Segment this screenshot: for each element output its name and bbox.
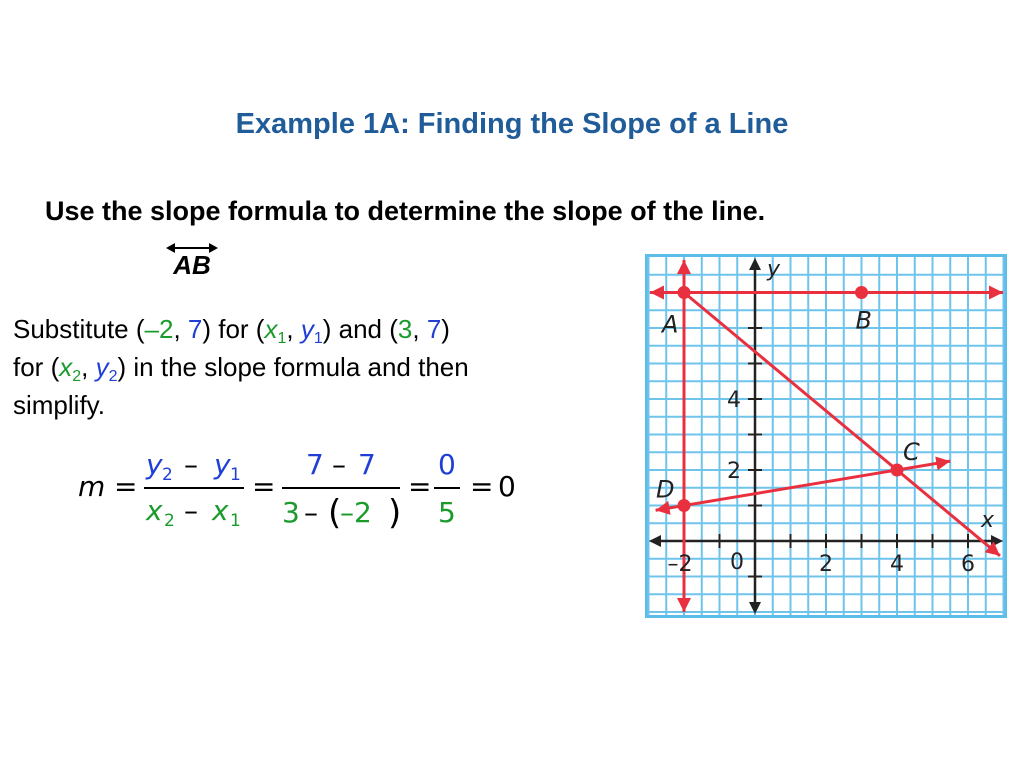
x-axis-label: x xyxy=(981,508,995,533)
coordinate-graph xyxy=(645,254,1007,618)
x-tick-label: 2 xyxy=(819,552,833,577)
formula-close-paren: ) xyxy=(388,493,402,533)
formula-den-result: 5 xyxy=(438,496,456,529)
formula-eq-1: = xyxy=(114,470,138,503)
y2-var: y xyxy=(95,352,109,382)
formula-den-x1: –2 xyxy=(340,496,372,529)
formula-x1: x xyxy=(212,494,229,527)
prompt-text: Use the slope formula to determine the slope of the line. xyxy=(45,196,766,226)
y-tick-label: 2 xyxy=(727,459,741,484)
y1-var: y xyxy=(300,314,314,344)
formula-y1: y xyxy=(214,448,231,481)
formula-y2-sub: 2 xyxy=(162,465,173,485)
formula-minus-4: – xyxy=(304,496,318,529)
point-label-c: C xyxy=(903,438,920,466)
point-c xyxy=(891,464,904,477)
point-label-b: B xyxy=(855,306,872,335)
x-tick-label: –2 xyxy=(667,552,693,577)
formula-x2-sub: 2 xyxy=(164,511,175,531)
x2-var: x xyxy=(59,352,73,382)
slope-formula xyxy=(74,444,524,536)
formula-minus-3: – xyxy=(332,448,346,481)
y-axis-label: y xyxy=(767,257,781,282)
y2-value: 7 xyxy=(426,314,442,344)
x-tick-label: 0 xyxy=(730,550,744,575)
formula-num-y2: 7 xyxy=(306,448,324,481)
formula-eq-2: = xyxy=(252,470,276,503)
point-b xyxy=(855,286,868,299)
formula-y2: y xyxy=(146,448,163,481)
formula-minus-2: – xyxy=(184,494,198,527)
y1-value: 7 xyxy=(187,314,203,344)
line-ab-text: AB xyxy=(173,250,211,280)
formula-open-paren: ( xyxy=(328,493,342,533)
formula-eq-4: = xyxy=(470,470,494,503)
formula-x1-sub: 1 xyxy=(230,511,241,531)
line-ab-label xyxy=(166,242,218,278)
formula-m: m xyxy=(78,470,106,503)
page-title: Example 1A: Finding the Slope of a Line xyxy=(235,108,789,140)
substitution-text: Substitute (–2, 7) for ($x_1$, $y_1$) and (3, 7) for ($x_2$, $y_2$) in the slope formula and then simplify. xyxy=(13,314,469,420)
formula-minus-1: – xyxy=(184,448,198,481)
x-tick-label: 4 xyxy=(890,552,904,577)
formula-num-result: 0 xyxy=(438,448,456,481)
formula-num-y1: 7 xyxy=(358,448,376,481)
point-label-a: A xyxy=(662,310,679,339)
point-d xyxy=(678,499,691,512)
x2-value: 3 xyxy=(397,314,413,344)
formula-y1-sub: 1 xyxy=(230,465,241,485)
y-tick-label: 4 xyxy=(727,388,741,413)
formula-x2: x xyxy=(146,494,163,527)
x1-value: –2 xyxy=(144,314,174,344)
x-tick-label: 6 xyxy=(961,552,975,577)
formula-result: 0 xyxy=(498,470,516,503)
point-a xyxy=(678,286,691,299)
point-label-d: D xyxy=(656,475,675,504)
formula-eq-3: = xyxy=(408,470,432,503)
x1-var: x xyxy=(264,314,278,344)
formula-den-x2: 3 xyxy=(282,496,300,529)
